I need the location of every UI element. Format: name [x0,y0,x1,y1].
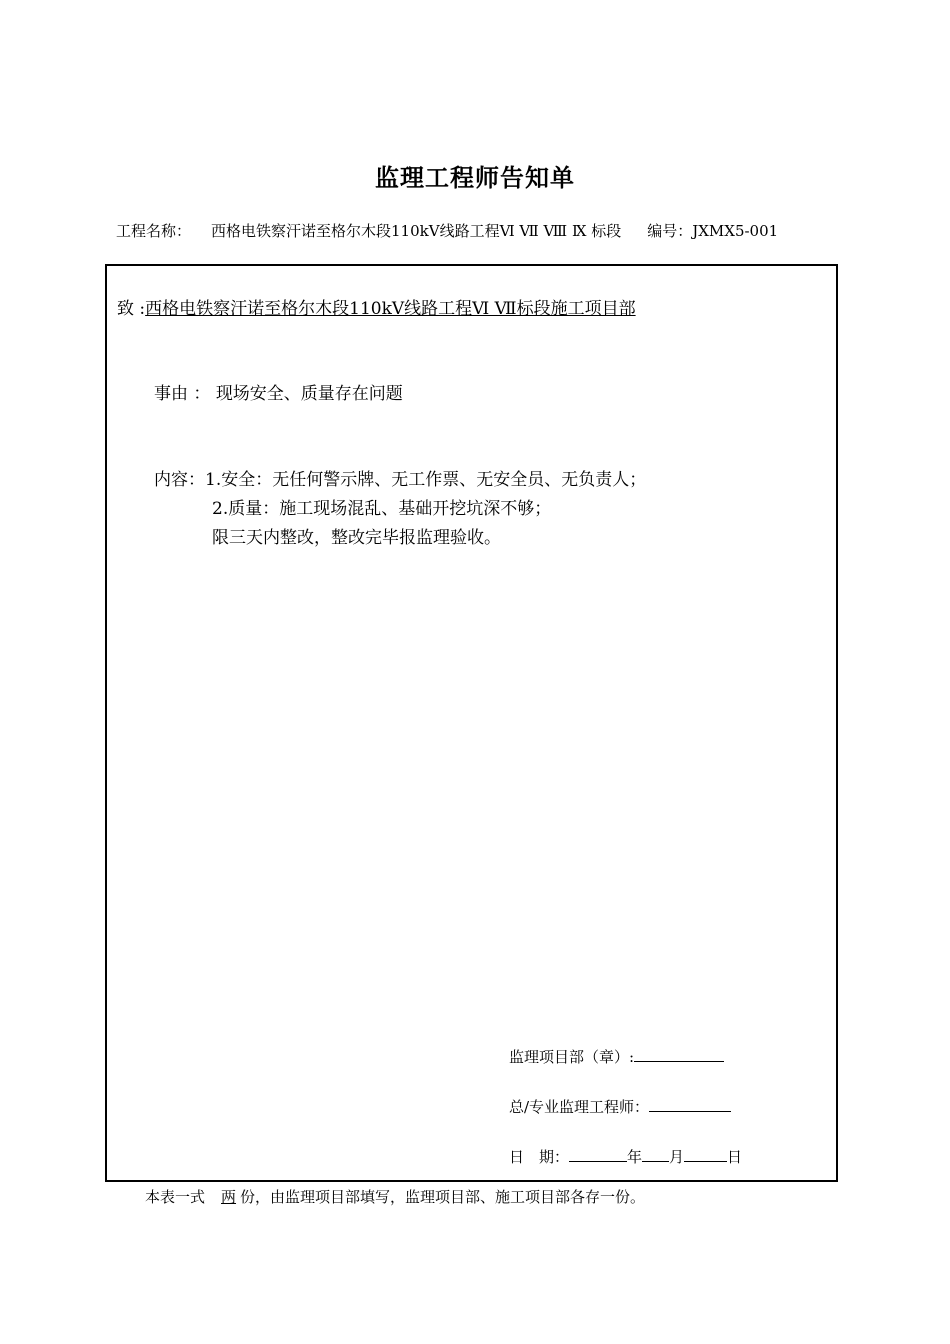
reason-label: 事由 ： [154,384,211,404]
project-info-line [116,220,778,241]
engineer-label: 总/专业监理工程师： [509,1098,650,1116]
dept-blank[interactable] [634,1047,724,1062]
content-line-2 [154,495,646,524]
month-label: 月 [669,1148,685,1166]
recipient-name: 西格电铁察汗诺至格尔木段110kV线路工程Ⅵ Ⅶ标段施工项目部 [145,299,636,319]
day-blank[interactable] [684,1147,727,1162]
dept-stamp-line [509,1046,724,1067]
to-label: 致 : [117,299,146,319]
content-item: 1.安全：无任何警示牌、无工作票、无安全员、无负责人； [205,470,647,490]
number-value: JXMX5-001 [692,222,779,240]
recipient-line [117,294,636,319]
footer-note [145,1186,645,1207]
copies-count: 两 [221,1188,237,1206]
content-item: 限三天内整改，整改完毕报监理验收。 [212,528,501,548]
month-blank[interactable] [642,1147,669,1162]
notice-box [105,264,838,1182]
date-line [509,1146,742,1167]
dept-label: 监理项目部（章）: [509,1048,635,1066]
date-label: 日 期： [509,1148,570,1166]
footer-prefix: 本表一式 [145,1188,206,1206]
number-label: 编号： [647,222,693,240]
content-item: 2.质量：施工现场混乱、基础开挖坑深不够； [212,499,552,519]
reason-value: 现场安全、质量存在问题 [215,384,403,404]
reason-line [154,379,403,404]
content-block [154,466,646,553]
page-title: 监理工程师告知单 [375,164,575,192]
project-name: 西格电铁察汗诺至格尔木段110kV线路工程Ⅵ Ⅶ Ⅷ Ⅸ 标段 [211,222,622,240]
content-label: 内容： [154,470,205,490]
year-label: 年 [627,1148,643,1166]
engineer-blank[interactable] [649,1097,731,1112]
footer-suffix: 份，由监理项目部填写，监理项目部、施工项目部各存一份。 [240,1188,646,1206]
engineer-sign-line [509,1096,731,1117]
content-line-3 [154,524,646,553]
project-label: 工程名称： [116,222,192,240]
content-line-1 [154,466,646,495]
year-blank[interactable] [569,1147,627,1162]
day-label: 日 [727,1148,743,1166]
